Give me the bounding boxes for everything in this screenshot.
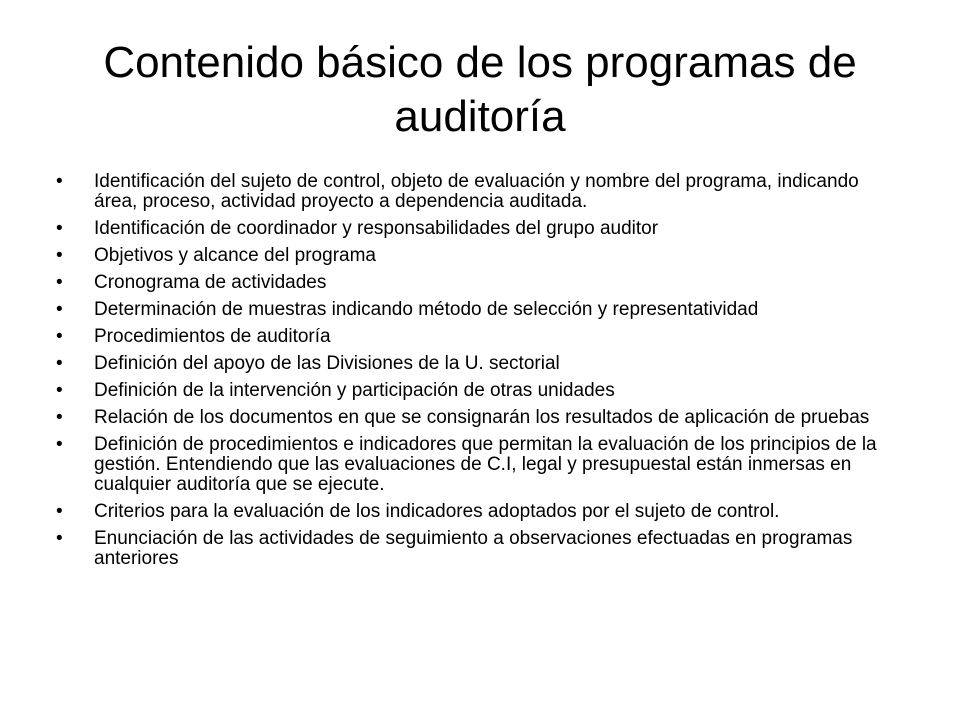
bullet-text: Cronograma de actividades: [94, 272, 327, 293]
bullet-icon: •: [56, 434, 63, 455]
bullet-text: Definición de la intervención y participación de otras unidades: [94, 380, 615, 401]
bullet-icon: •: [56, 245, 63, 266]
bullet-icon: •: [56, 407, 63, 428]
bullet-text: Definición de procedimientos e indicadores que permitan la evaluación de los principios de la gestión. Entendiendo que las evaluaciones de C.I, legal y presupuestal están inmersas en cualquier auditoría que se ejecute.: [94, 434, 877, 495]
bullet-text: Objetivos y alcance del programa: [94, 245, 376, 266]
bullet-item: [56, 529, 906, 569]
bullet-icon: •: [56, 326, 63, 347]
bullet-icon: •: [56, 528, 63, 549]
bullet-item: [56, 408, 906, 428]
bullet-icon: •: [56, 299, 63, 320]
bullet-icon: •: [56, 272, 63, 293]
bullet-icon: •: [56, 353, 63, 374]
bullet-item: [56, 435, 906, 495]
bullet-text: Determinación de muestras indicando método de selección y representatividad: [94, 299, 759, 320]
slide-title: Contenido básico de los programas de auditoría: [103, 38, 857, 141]
bullet-text: Enunciación de las actividades de seguimiento a observaciones efectuadas en programas anteriores: [94, 528, 853, 569]
bullet-item: [56, 502, 906, 522]
bullet-text: Definición del apoyo de las Divisiones de la U. sectorial: [94, 353, 560, 374]
bullet-icon: •: [56, 380, 63, 401]
bullet-text: Relación de los documentos en que se consignarán los resultados de aplicación de pruebas: [94, 407, 870, 428]
bullet-icon: •: [56, 218, 63, 239]
bullet-item: [56, 300, 906, 320]
bullet-item: [56, 219, 906, 239]
bullet-icon: •: [56, 171, 63, 192]
bullet-text: Procedimientos de auditoría: [94, 326, 331, 347]
bullet-icon: •: [56, 501, 63, 522]
bullet-list: [56, 172, 906, 576]
bullet-item: [56, 381, 906, 401]
bullet-text: Identificación del sujeto de control, objeto de evaluación y nombre del programa, indicando área, proceso, actividad proyecto a dependencia auditada.: [94, 171, 859, 212]
bullet-text: Criterios para la evaluación de los indicadores adoptados por el sujeto de control.: [94, 501, 780, 522]
bullet-text: Identificación de coordinador y responsabilidades del grupo auditor: [94, 218, 659, 239]
bullet-item: [56, 273, 906, 293]
bullet-item: [56, 327, 906, 347]
bullet-item: [56, 172, 906, 212]
bullet-item: [56, 354, 906, 374]
bullet-item: [56, 246, 906, 266]
